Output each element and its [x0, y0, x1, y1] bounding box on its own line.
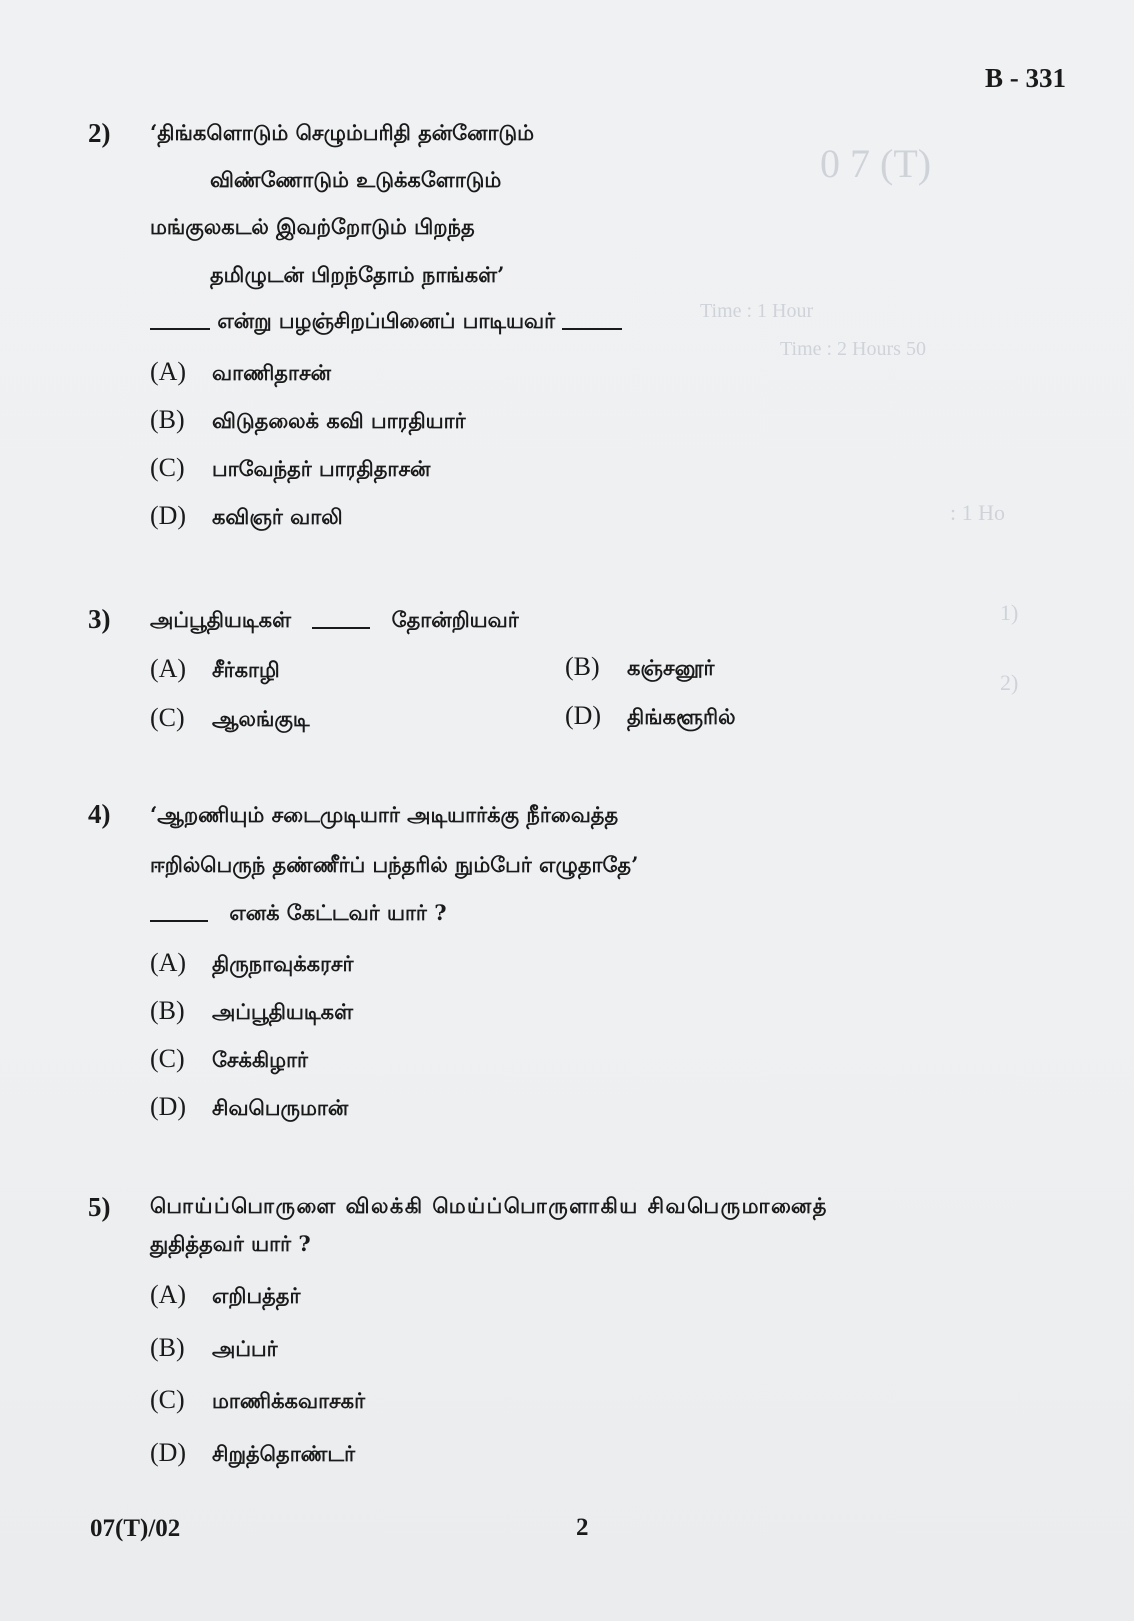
question-text-line: மங்குலகடல் இவற்றோடும் பிறந்த	[150, 214, 475, 239]
option: (B) அப்பர்	[150, 1333, 278, 1362]
prompt-text: எனக் கேட்டவர் யார் ?	[229, 900, 447, 925]
bleed-through-mark: : 1 Ho	[950, 500, 1005, 525]
answer-blank	[562, 328, 622, 330]
option: (C) சேக்கிழார்	[150, 1044, 309, 1073]
question-prompt	[150, 607, 519, 635]
answer-blank	[150, 328, 210, 330]
question-number: 3)	[88, 604, 111, 634]
prompt-text: என்று பழஞ்சிறப்பினைப் பாடியவர்	[217, 308, 556, 333]
answer-blank	[312, 627, 370, 629]
question-text-line: பொய்ப்பொருளை விலக்கி மெய்ப்பொருளாகிய சிவபெருமானைத்	[150, 1193, 828, 1218]
question-number: 4)	[88, 799, 111, 829]
question-prompt	[150, 308, 622, 336]
question-text-line: ‘ஆறணியும் சடைமுடியார் அடியார்க்கு நீர்வைத்த	[150, 802, 619, 827]
option: (A) எறிபத்தர்	[150, 1280, 301, 1309]
option: (D) சிறுத்தொண்டர்	[150, 1438, 356, 1467]
bleed-through-mark: Time : 2 Hours 50	[780, 338, 926, 360]
option: (C) மாணிக்கவாசகர்	[150, 1385, 366, 1414]
question-prompt	[150, 900, 447, 928]
page-number: 2	[576, 1514, 589, 1541]
option: (B) கஞ்சனூர்	[565, 652, 715, 681]
option: (A) சீர்காழி	[150, 654, 280, 683]
footer-code: 07(T)/02	[90, 1515, 181, 1542]
question-text-line: ‘திங்களொடும் செழும்பரிதி தன்னோடும்	[150, 120, 535, 145]
question-text-line: ஈறில்பெருந் தண்ணீர்ப் பந்தரில் நும்பேர் எழுதாதே’	[150, 852, 639, 877]
option: (D) கவிஞர் வாலி	[150, 501, 343, 530]
question-text-line: துதித்தவர் யார் ?	[150, 1231, 311, 1256]
option: (B) அப்பூதியடிகள்	[150, 996, 354, 1025]
question-text-line: விண்ணோடும் உடுக்களோடும்	[210, 167, 502, 192]
option: (D) திங்களூரில்	[565, 701, 736, 730]
question-text-line: தமிழுடன் பிறந்தோம் நாங்கள்’	[210, 262, 505, 287]
option: (A) திருநாவுக்கரசர்	[150, 948, 354, 977]
option: (D) சிவபெருமான்	[150, 1092, 349, 1121]
bleed-through-mark: 1)	[1000, 600, 1019, 625]
bleed-through-mark: 2)	[1000, 670, 1019, 695]
paper-code: B - 331	[985, 63, 1066, 93]
option: (B) விடுதலைக் கவி பாரதியார்	[150, 405, 466, 434]
question-number: 2)	[88, 118, 111, 148]
option: (C) பாவேந்தர் பாரதிதாசன்	[150, 453, 431, 482]
question-number: 5)	[88, 1192, 111, 1222]
option: (C) ஆலங்குடி	[150, 703, 310, 732]
prompt-text: அப்பூதியடிகள்	[150, 607, 292, 632]
bleed-through-mark: Time : 1 Hour	[700, 300, 814, 322]
bleed-through-mark: 0 7 (T)	[820, 141, 932, 186]
prompt-text: தோன்றியவர்	[391, 607, 519, 632]
option: (A) வாணிதாசன்	[150, 357, 331, 386]
answer-blank	[150, 920, 208, 922]
